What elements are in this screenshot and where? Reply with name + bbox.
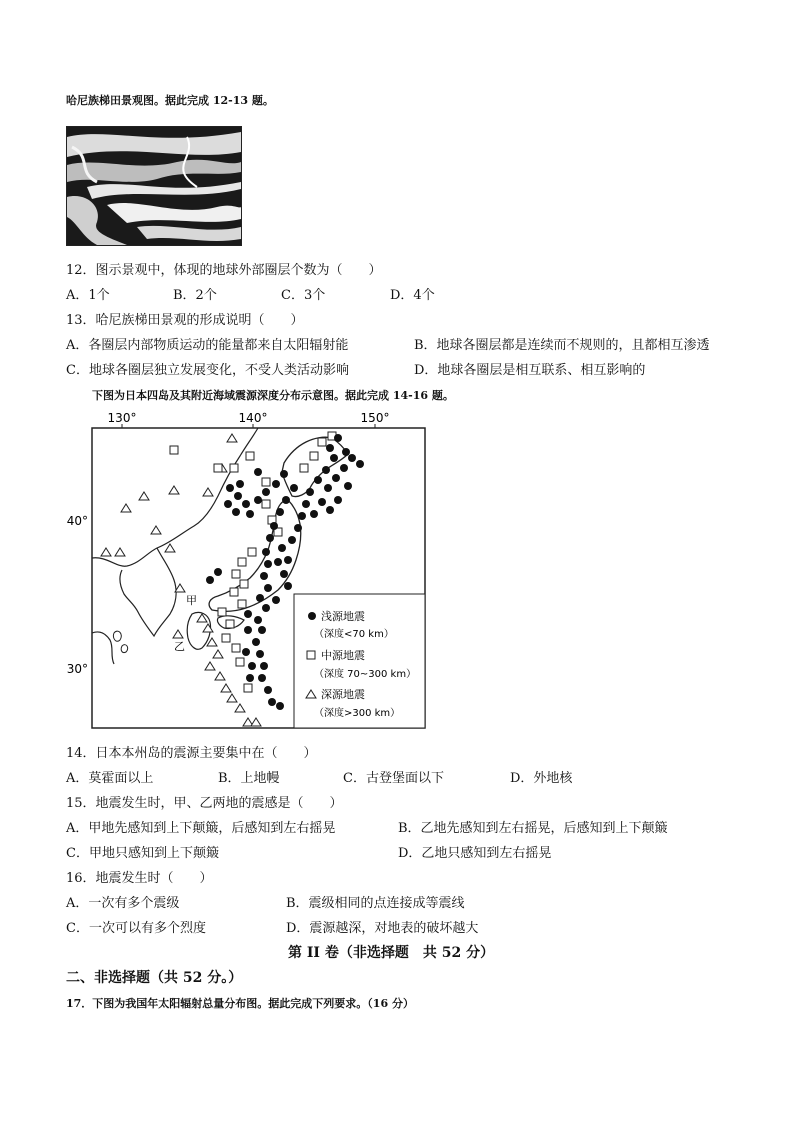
q15-option-a[interactable]: A．甲地先感知到上下颠簸，后感知到左右摇晃 (66, 821, 336, 836)
lon-label-150: 150° (360, 411, 390, 425)
q16-option-a[interactable]: A．一次有多个震级 (66, 896, 180, 911)
section-2-title: 二、非选择题（共 52 分。） (66, 970, 243, 986)
legend-deep-name: 深源地震 (321, 688, 365, 701)
q13-option-d[interactable]: D．地球各圈层是相互联系、相互影响的 (414, 363, 646, 378)
place-label-yi: 乙 (174, 640, 185, 653)
q16-option-d[interactable]: D．震源越深，对地表的破坏越大 (286, 921, 479, 936)
intro-12-13: 哈尼族梯田景观图。据此完成 12-13 题。 (66, 94, 274, 107)
q12-option-d[interactable]: D．4个 (390, 288, 435, 303)
q16-option-b[interactable]: B．震级相同的点连接成等震线 (286, 896, 465, 911)
q14-option-a[interactable]: A．莫霍面以上 (66, 771, 154, 786)
lon-label-130: 130° (107, 411, 137, 425)
q13-option-b[interactable]: B．地球各圈层都是连续而不规则的，且都相互渗透 (414, 338, 710, 353)
q16-stem: 16．地震发生时（ ） (66, 871, 213, 886)
q12-option-b[interactable]: B．2个 (173, 288, 217, 303)
legend-mid-name: 中源地震 (321, 649, 365, 662)
volume-2-title: 第 II 卷（非选择题 共 52 分） (288, 945, 495, 961)
q15-option-c[interactable]: C．甲地只感知到上下颠簸 (66, 846, 219, 861)
legend-deep-depth: （深度>300 km） (314, 708, 401, 719)
q15-stem: 15．地震发生时，甲、乙两地的震感是（ ） (66, 796, 343, 811)
intro-14-16: 下图为日本四岛及其附近海域震源深度分布示意图。据此完成 14-16 题。 (92, 389, 454, 402)
q15-option-b[interactable]: B．乙地先感知到左右摇晃，后感知到上下颠簸 (398, 821, 668, 836)
legend-mid-depth: （深度 70~300 km） (314, 669, 417, 680)
seismic-depth-map (62, 408, 432, 738)
lon-label-140: 140° (238, 411, 268, 425)
q14-option-d[interactable]: D．外地核 (510, 771, 573, 786)
lat-label-30: 30° (66, 662, 88, 676)
q14-option-c[interactable]: C．古登堡面以下 (343, 771, 444, 786)
terrace-photo (66, 126, 242, 246)
map-legend (294, 594, 425, 728)
place-label-jia: 甲 (186, 594, 197, 607)
q17-stem: 17．下图为我国年太阳辐射总量分布图。据此完成下列要求。（16 分） (66, 997, 414, 1010)
q13-stem: 13．哈尼族梯田景观的形成说明（ ） (66, 313, 304, 328)
q14-option-b[interactable]: B．上地幔 (218, 771, 280, 786)
legend-shallow-name: 浅源地震 (321, 610, 365, 623)
q16-option-c[interactable]: C．一次可以有多个烈度 (66, 921, 206, 936)
q12-option-a[interactable]: A．1个 (66, 288, 110, 303)
q12-stem: 12．图示景观中，体现的地球外部圈层个数为（ ） (66, 263, 382, 278)
q15-option-d[interactable]: D．乙地只感知到左右摇晃 (398, 846, 552, 861)
q13-option-a[interactable]: A．各圈层内部物质运动的能量都来自太阳辐射能 (66, 338, 349, 353)
q14-stem: 14．日本本州岛的震源主要集中在（ ） (66, 746, 317, 761)
lat-label-40: 40° (66, 514, 88, 528)
q12-option-c[interactable]: C．3个 (281, 288, 326, 303)
legend-shallow-depth: （深度<70 km） (314, 629, 394, 640)
q13-option-c[interactable]: C．地球各圈层独立发展变化，不受人类活动影响 (66, 363, 349, 378)
